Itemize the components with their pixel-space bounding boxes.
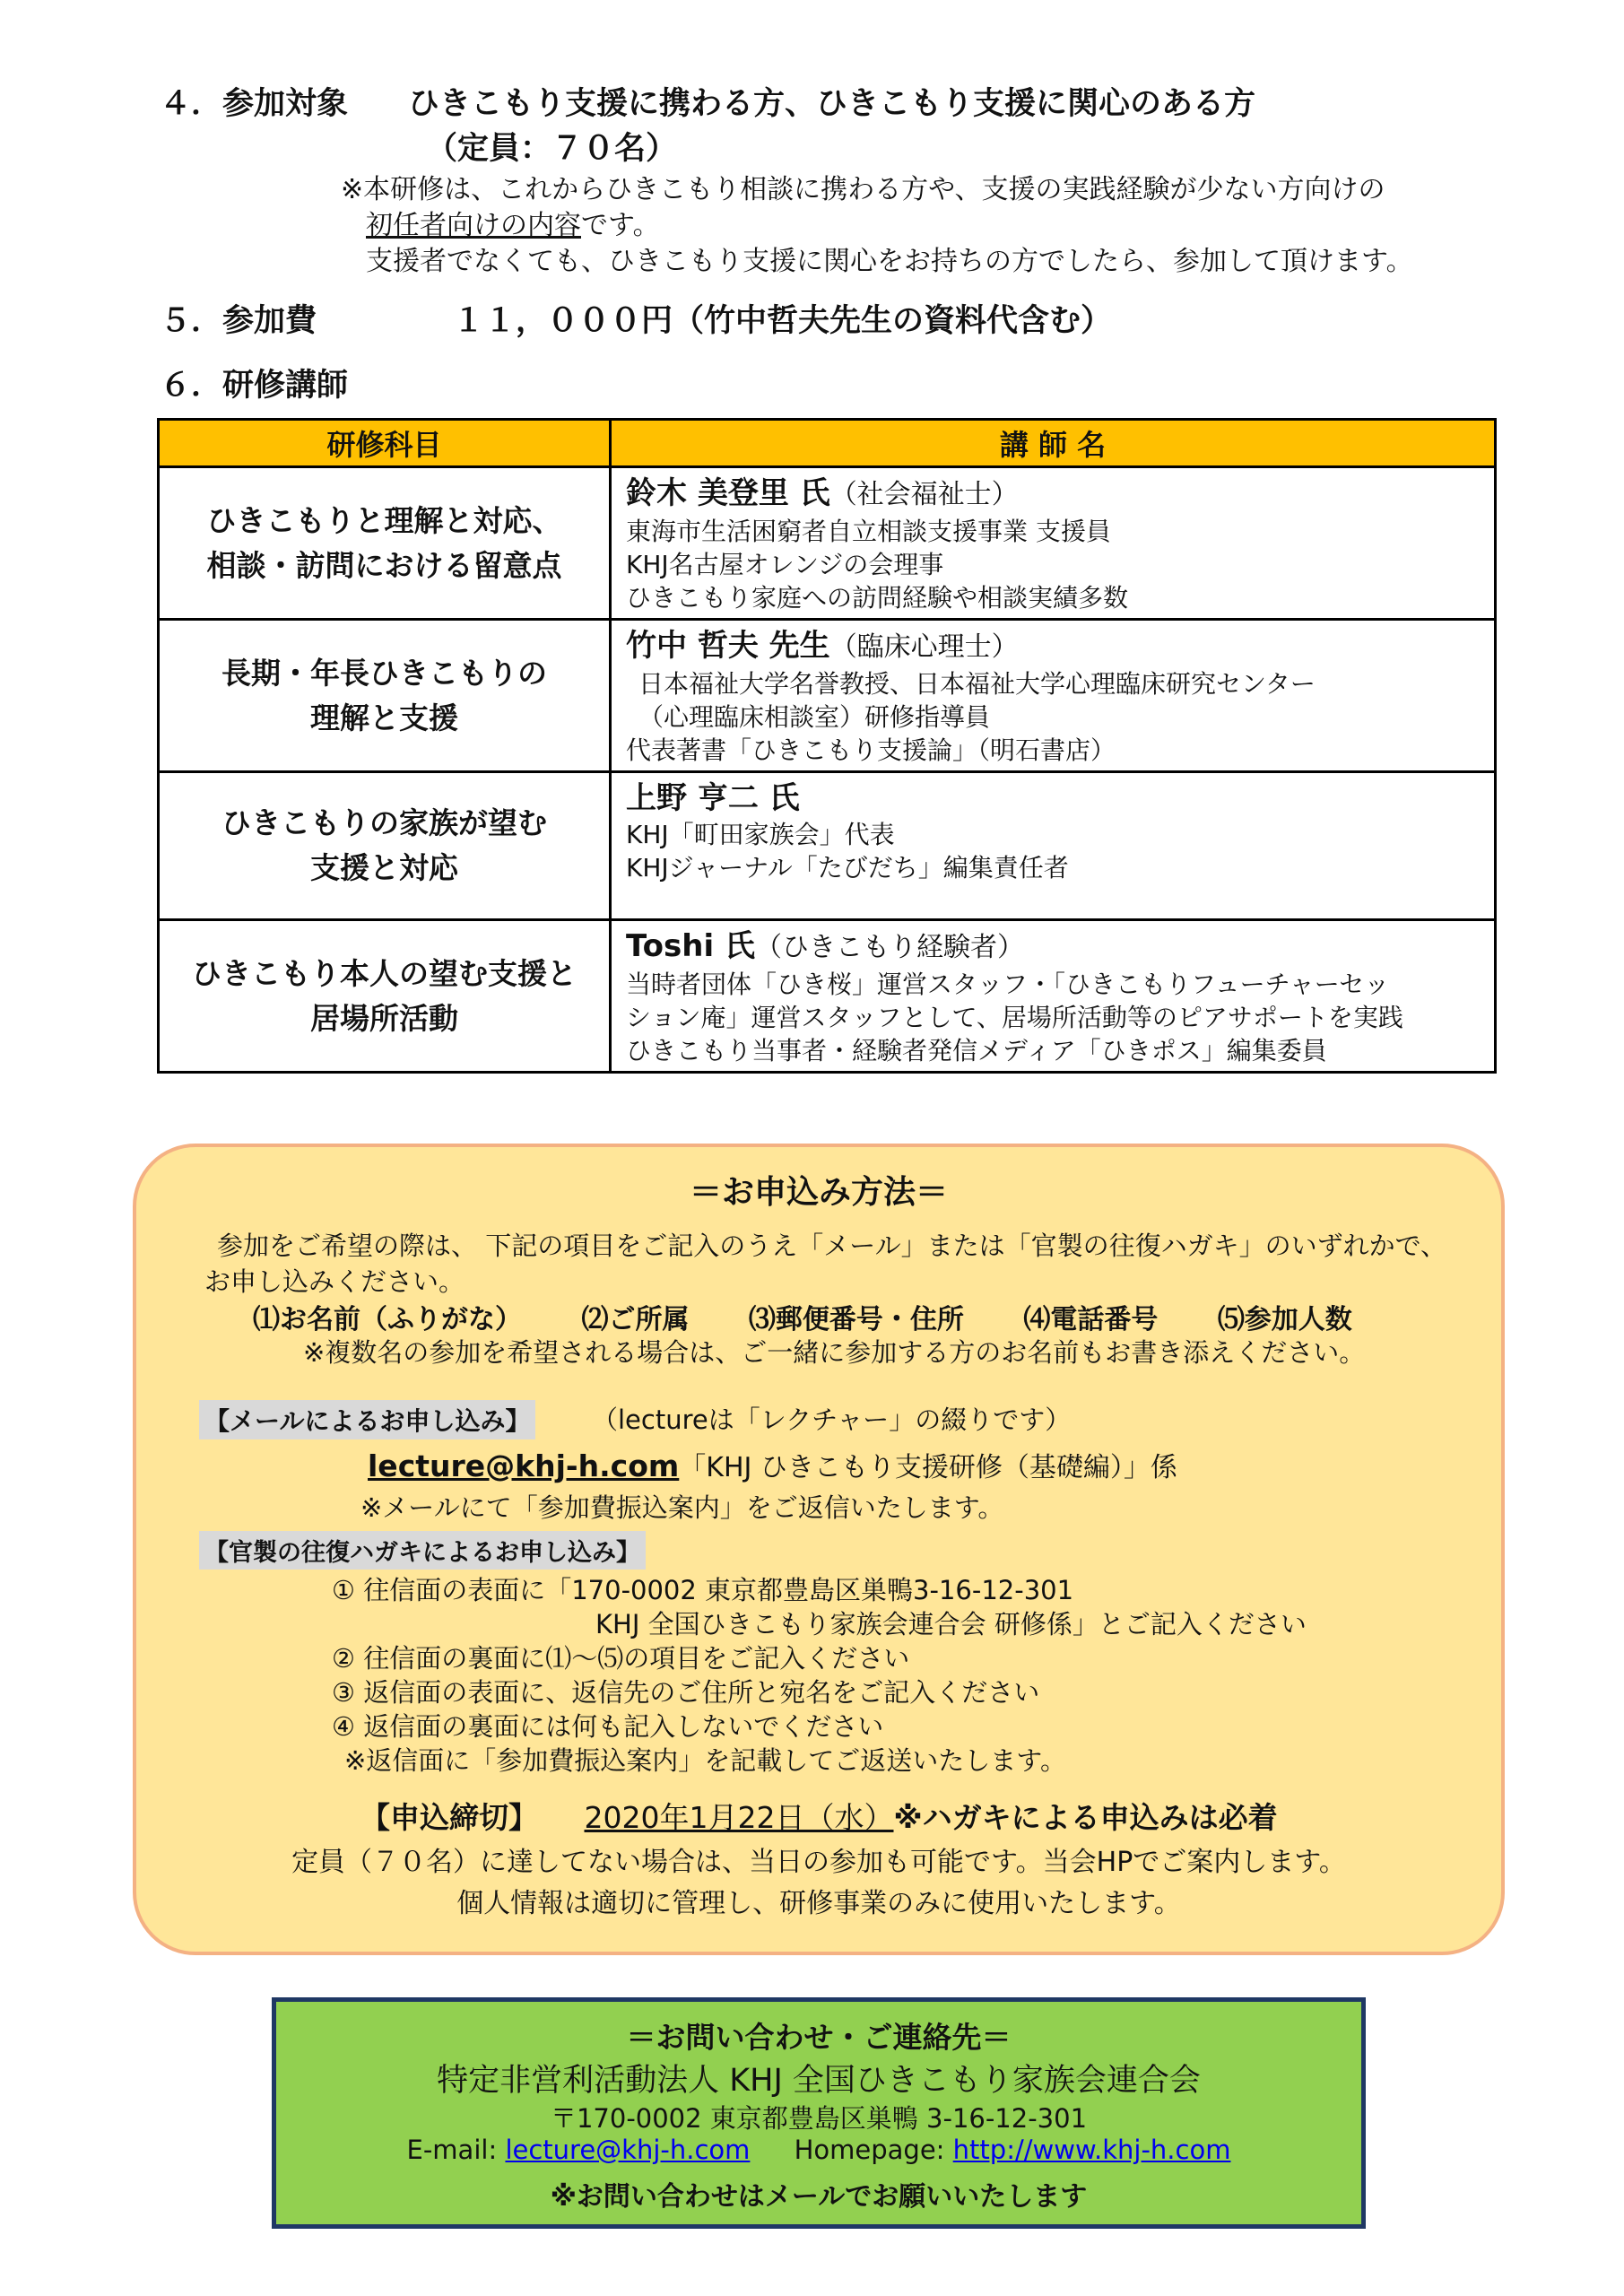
subject-cell	[159, 467, 611, 620]
contact-email-label: E-mail:	[406, 2135, 498, 2165]
apply-item: ⑷電話番号	[1023, 1304, 1159, 1335]
apply-item: ⑸参加人数	[1217, 1304, 1352, 1335]
instructor-name: Toshi 氏（ひきこもり経験者）	[626, 928, 1024, 964]
instructor-name: 上野 亨二 氏	[626, 780, 800, 816]
contact-email-link[interactable]: lecture@khj-h.com	[505, 2135, 751, 2165]
postcard-note: ※返信面に「参加費振込案内」を記載してご返送いたします。	[344, 1745, 1066, 1776]
apply-item: ⑴お名前（ふりがな）	[253, 1304, 522, 1335]
instructor-name: 竹中 哲夫 先生（臨床心理士）	[626, 628, 1019, 664]
apply-title: ＝お申込み方法＝	[689, 1174, 948, 1211]
instructor-table	[157, 418, 1497, 1074]
instructor-detail: KHJ名古屋オレンジの会理事	[626, 550, 944, 579]
section4-note2-rest: です。	[581, 210, 660, 241]
application-box	[133, 1144, 1505, 1955]
apply-intro1: 参加をご希望の際は、 下記の項目をご記入のうえ「メール」または「官製の往復ハガキ」のいずれかで、	[217, 1231, 1447, 1261]
subject-cell	[159, 620, 611, 772]
postcard-step4: ④ 返信面の裏面には何も記入しないでください	[332, 1711, 884, 1742]
postcard-step3: ③ 返信面の表面に、返信先のご住所と宛名をご記入ください	[332, 1677, 1040, 1708]
capacity-note: 定員（７０名）に達してない場合は、当日の参加も可能です。当会HPでご案内します。	[291, 1847, 1346, 1878]
instructor-detail: 当時者団体「ひき桜」運営スタッフ・「ひきこもりフューチャーセッ	[626, 970, 1390, 999]
table-row	[159, 772, 1496, 920]
section4-capacity: （定員：７０名）	[426, 131, 678, 167]
subject-cell	[159, 772, 611, 920]
section4-note2-underlined: 初任者向けの内容	[366, 210, 581, 241]
privacy-note: 個人情報は適切に管理し、研修事業のみに使用いたします。	[456, 1888, 1181, 1919]
subject-line: 理解と支援	[310, 700, 458, 735]
instructor-detail: 東海市生活困窮者自立相談支援事業 支援員	[626, 517, 1111, 546]
header-subject: 研修科目	[159, 420, 611, 467]
contact-homepage-label: Homepage:	[794, 2135, 945, 2165]
email-hint: （lectureは「レクチャー」の綴りです）	[592, 1405, 1072, 1435]
postcard-step2: ② 往信面の裏面に⑴～⑸の項目をご記入ください	[332, 1643, 910, 1674]
apply-multi-note: ※複数名の参加を希望される場合は、ご一緒に参加する方のお名前もお書き添えください。	[303, 1337, 1366, 1368]
apply-item: ⑶郵便番号・住所	[748, 1304, 964, 1335]
section5-fee: １１，０００円（竹中哲夫先生の資料代含む）	[453, 303, 1113, 339]
apply-intro2: お申し込みください。	[204, 1266, 465, 1297]
contact-box	[272, 1997, 1366, 2229]
postcard-step1a: ① 往信面の表面に「170-0002 東京都豊島区巣鴨3-16-12-301	[332, 1575, 1074, 1605]
table-row	[159, 620, 1496, 772]
instructor-title: （社会福祉士）	[829, 479, 1019, 510]
instructor-detail: ション庵」運営スタッフとして、居場所活動等のピアサポートを実践	[626, 1003, 1403, 1032]
instructor-cell	[611, 920, 1496, 1073]
subject-line: 居場所活動	[310, 1000, 458, 1036]
subject-cell	[159, 920, 611, 1073]
deadline-date: 2020年1月22日（水）	[584, 1800, 894, 1835]
section6-label: ６．研修講師	[160, 368, 349, 404]
table-header-row	[159, 420, 1496, 467]
contact-address: 〒170-0002 東京都豊島区巣鴨 3-16-12-301	[550, 2103, 1088, 2134]
email-subject: 「KHJ ひきこもり支援研修（基礎編）」係	[679, 1452, 1177, 1483]
instructor-title: （臨床心理士）	[829, 631, 1019, 663]
subject-line: 支援と対応	[310, 850, 458, 885]
subject-line: ひきこもりと理解と対応、	[206, 502, 562, 538]
contact-homepage-link[interactable]: http://www.khj-h.com	[952, 2135, 1231, 2165]
instructor-detail: KHJジャーナル「たびだち」編集責任者	[626, 853, 1069, 883]
instructor-title: （ひきこもり経験者）	[754, 932, 1024, 963]
deadline-label: 【申込締切】	[360, 1800, 538, 1835]
table-row	[159, 920, 1496, 1073]
instructor-detail: ひきこもり家庭への訪問経験や相談実績多数	[626, 583, 1129, 613]
instructor-detail: （心理臨床相談室）研修指導員	[638, 702, 991, 732]
postcard-step1b: KHJ 全国ひきこもり家族会連合会 研修係」とご記入ください	[595, 1609, 1307, 1639]
instructor-detail: 日本福祉大学名誉教授、日本福祉大学心理臨床研究センター	[638, 669, 1316, 699]
instructor-cell	[611, 467, 1496, 620]
section4-note2	[366, 203, 660, 242]
email-method-label: 【メールによるお申し込み】	[199, 1400, 535, 1439]
section4-note3: 支援者でなくても、ひきこもり支援に関心をお持ちの方でしたら、参加して頂けます。	[366, 246, 1413, 277]
contact-links	[276, 2135, 1361, 2165]
instructor-cell	[611, 620, 1496, 772]
subject-line: 長期・年長ひきこもりの	[221, 655, 547, 691]
instructor-detail: 代表著書「ひきこもり支援論」（明石書店）	[626, 735, 1116, 765]
instructor-detail: ひきこもり当事者・経験者発信メディア「ひきポス」編集委員	[626, 1036, 1327, 1065]
email-line	[368, 1445, 1177, 1484]
section5-label: ５．参加費	[160, 303, 317, 339]
subject-line: ひきこもり本人の望む支援と	[192, 955, 577, 991]
apply-items	[253, 1297, 1352, 1336]
section4-label: ４．参加対象	[160, 86, 349, 122]
email-address-link[interactable]: lecture@khj-h.com	[368, 1448, 680, 1483]
postcard-method-label: 【官製の往復ハガキによるお申し込み】	[199, 1531, 646, 1570]
instructor-name: 鈴木 美登里 氏（社会福祉士）	[626, 475, 1019, 511]
table-row	[159, 467, 1496, 620]
subject-line: ひきこもりの家族が望む	[221, 805, 547, 840]
header-instructor: 講 師 名	[611, 420, 1496, 467]
deadline	[360, 1795, 1278, 1837]
section4-note1: ※本研修は、これからひきこもり相談に携わる方や、支援の実践経験が少ない方向けの	[341, 174, 1385, 205]
contact-org: 特定非営利活動法人 KHJ 全国ひきこもり家族会連合会	[437, 2063, 1201, 2099]
contact-note: ※お問い合わせはメールでお願いいたします	[550, 2181, 1088, 2213]
email-note: ※メールにて「参加費振込案内」をご返信いたします。	[360, 1492, 1004, 1523]
deadline-note: ※ハガキによる申込みは必着	[893, 1800, 1278, 1835]
contact-title: ＝お問い合わせ・ご連絡先＝	[626, 2020, 1012, 2055]
instructor-cell	[611, 772, 1496, 920]
instructor-detail: KHJ「町田家族会」代表	[626, 820, 895, 849]
apply-item: ⑵ご所属	[581, 1304, 690, 1335]
section4-target: ひきこもり支援に携わる方、ひきこもり支援に関心のある方	[408, 86, 1256, 122]
subject-line: 相談・訪問における留意点	[206, 547, 562, 583]
